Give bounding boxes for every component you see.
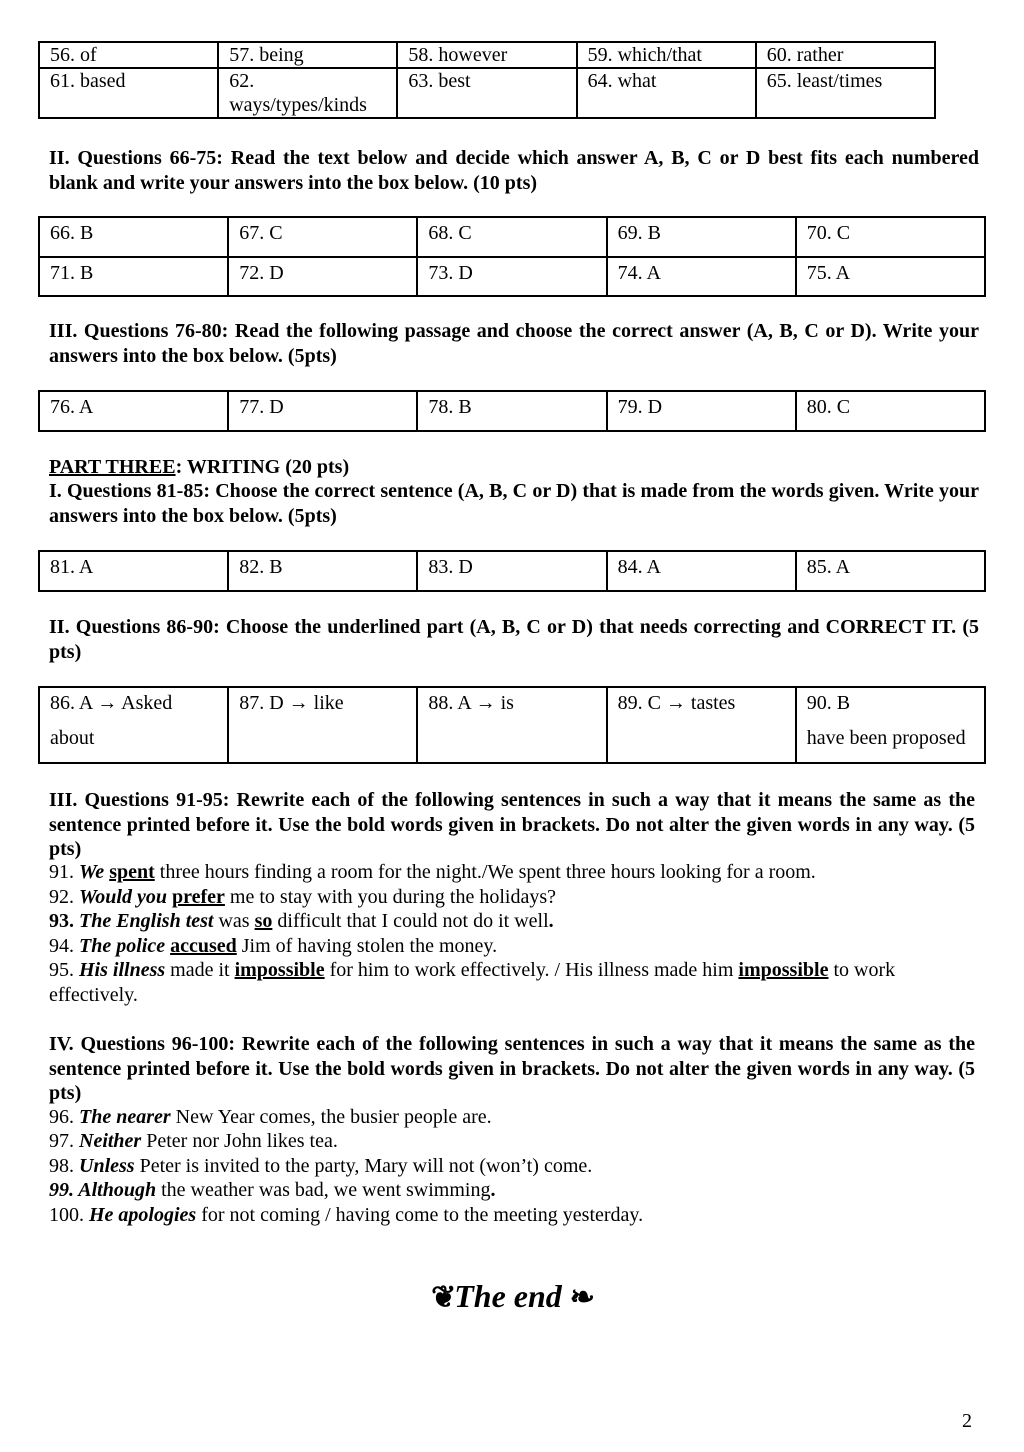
answer-cell [417,726,606,763]
answer-cell: 72. D [228,257,417,296]
answer-cell: 78. B [417,391,606,431]
left-ornament-icon: ❦ [431,1281,455,1314]
table-row [39,726,985,763]
section-heading-81-85: I. Questions 81-85: Choose the correct sentence (A, B, C or D) that is made from the words given. Write your answers into the box below. (5pts) [49,480,979,527]
part-three-title [49,455,979,480]
answer-cell: 61. based [39,68,218,118]
the-end-banner [0,1276,1024,1318]
table-row [39,551,985,591]
page-number: 2 [962,1410,972,1432]
answer-95-continued: effectively. [49,984,138,1006]
table-row [39,217,985,257]
answer-cell: 84. A [607,551,796,591]
answer-cell: 85. A [796,551,985,591]
answer-cell: 74. A [607,257,796,296]
table-row [39,42,935,68]
answer-cell: 89. C → tastes [607,687,796,726]
answer-cell: about [39,726,228,763]
answer-93: 93. The English test was so difficult that I could not do it well. [49,910,554,932]
answer-cell: 64. what [577,68,756,118]
answer-cell: 56. of [39,42,218,68]
answer-94: 94. The police accused Jim of having stolen the money. [49,935,498,957]
table-row [39,391,985,431]
answer-cell: 79. D [607,391,796,431]
answer-cell: 63. best [397,68,576,118]
answer-91: 91. We spent three hours finding a room for the night./We spent three hours looking for a room. [49,861,816,883]
answer-cell [607,726,796,763]
answer-cell: 87. D → like [228,687,417,726]
answer-cell: 58. however [397,42,576,68]
section-heading-66-75: II. Questions 66-75: Read the text below and decide which answer A, B, C or D best fits each numbered blank and write your answers into the box below. (10 pts) [49,147,979,194]
the-end-text: The end [454,1278,562,1314]
answer-96: 96. The nearer New Year comes, the busier people are. [49,1106,492,1128]
answer-cell: 57. being [218,42,397,68]
answer-cell: 70. C [796,217,985,257]
answer-cell: 80. C [796,391,985,431]
answers-table-86-90 [38,686,986,764]
answer-100: 100. He apologies for not coming / having come to the meeting yesterday. [49,1204,644,1226]
answer-cell: 81. A [39,551,228,591]
answer-cell: 86. A → Asked [39,687,228,726]
answer-cell: 69. B [607,217,796,257]
answer-98: 98. Unless Peter is invited to the party, Mary will not (won’t) come. [49,1155,593,1177]
answer-cell: 73. D [417,257,606,296]
answer-cell: 88. A → is [417,687,606,726]
table-row [39,68,935,118]
answers-table-66-75 [38,216,986,297]
table-row [39,687,985,726]
answer-cell: 71. B [39,257,228,296]
answer-cell: 83. D [417,551,606,591]
answer-cell: 59. which/that [577,42,756,68]
answer-cell: 82. B [228,551,417,591]
answers-table-81-85 [38,550,986,592]
answers-table-56-65 [38,41,936,119]
answer-95: 95. His illness made it impossible for him to work effectively. / His illness made him impossible to work [49,959,896,981]
answer-cell: 62. ways/types/kinds [218,68,397,118]
section-heading-86-90: II. Questions 86-90: Choose the underlined part (A, B, C or D) that needs correcting and CORRECT IT. (5 pts) [49,616,979,663]
answer-99: 99. Although the weather was bad, we went swimming. [49,1179,496,1201]
right-ornament-icon: ❧ [569,1281,593,1314]
answer-cell: 60. rather [756,42,935,68]
part-three-label: PART THREE [49,456,176,478]
answer-cell: 90. B [796,687,985,726]
answer-cell: have been proposed [796,726,985,763]
answers-table-76-80 [38,390,986,432]
answer-92: 92. Would you prefer me to stay with you during the holidays? [49,886,556,908]
section-heading-96-100: IV. Questions 96-100: Rewrite each of the following sentences in such a way that it means the same as the sentence printed before it. Use the bold words given in brackets. Do not alter the given words in any way. (5 pts) [49,1033,975,1104]
answer-cell [228,726,417,763]
section-heading-91-95: III. Questions 91-95: Rewrite each of the following sentences in such a way that it means the same as the sentence printed before it. Use the bold words given in brackets. Do not alter the given words in any way. (5 pts) [49,789,975,860]
answer-cell: 75. A [796,257,985,296]
table-row [39,257,985,296]
answer-cell: 77. D [228,391,417,431]
section-heading-76-80: III. Questions 76-80: Read the following passage and choose the correct answer (A, B, C or D). Write your answers into the box below. (5pts) [49,320,979,367]
answer-cell: 76. A [39,391,228,431]
part-three-rest: : WRITING (20 pts) [175,456,350,478]
answer-cell: 65. least/times [756,68,935,118]
answer-cell: 68. C [417,217,606,257]
answer-cell: 66. B [39,217,228,257]
answer-cell: 67. C [228,217,417,257]
answer-97: 97. Neither Peter nor John likes tea. [49,1130,338,1152]
